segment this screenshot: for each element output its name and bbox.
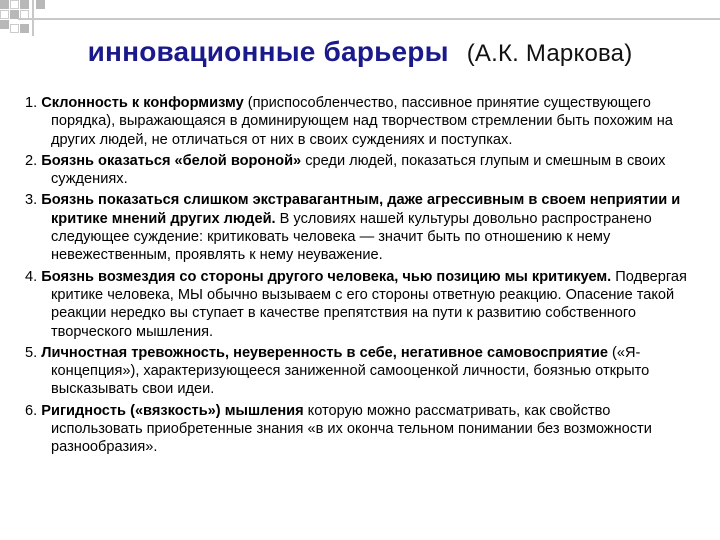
list-item (25, 344, 703, 399)
item-text: Подвергая критике человека, МЫ обычно вызываем с его стороны ответную реакцию. Опасение такой реакции нередко вы ступает в качестве препятствия на пути к развитию собственного творческого мышления. (51, 268, 687, 340)
list-item (25, 152, 703, 189)
barrier-list (25, 94, 703, 460)
item-text: В условиях нашей культуры довольно распространено следующее суждение: критиковать человека — значит быть по отношению к нему невежественным, проявлять к нему неуважение. (51, 210, 652, 264)
item-heading: Боязнь оказаться «белой вороной» (41, 152, 302, 169)
item-text: которую можно рассматривать, как свойство использовать приобретенные знания «в их оконча тельном понимании без возможности разнообразия». (51, 402, 652, 456)
item-number: 4. (25, 268, 38, 285)
item-text: среди людей, показаться глупым и смешным в своих суждениях. (51, 152, 666, 188)
list-item (25, 94, 703, 149)
header-rule (18, 18, 720, 20)
item-number: 1. (25, 95, 38, 111)
item-heading: Личностная тревожность, неуверенность в себе, негативное самовосприятие (41, 344, 608, 361)
item-number: 6. (25, 402, 38, 419)
list-item (25, 191, 703, 264)
slide-title (0, 36, 720, 68)
item-number: 3. (25, 192, 38, 209)
item-text: («Я-концепция»), характеризующееся заниженной самооценкой личности, боязнью открыто высказывать свои идеи. (51, 344, 650, 398)
title-author: (А.К. Маркова) (466, 40, 633, 67)
item-number: 5. (25, 344, 38, 361)
item-heading: Боязнь возмездия со стороны другого человека, чью позицию мы критикуем. (41, 268, 612, 285)
item-heading: Боязнь показаться слишком экстравагантным, даже агрессивным в своем неприятии и критике мнений других людей. (41, 192, 681, 227)
item-heading: Ригидность («вязкость») мышления (41, 402, 304, 419)
item-number: 2. (25, 152, 38, 169)
corner-decoration (0, 0, 70, 40)
item-heading: Склонность к конформизму (41, 95, 244, 111)
list-item (25, 402, 703, 457)
title-main: инновационные барьеры (87, 36, 449, 67)
header-vertical-rule (32, 0, 34, 36)
list-item (25, 268, 703, 341)
item-text: (приспособленчество, пассивное принятие существующего порядка), выражающаяся в доминирующем над творчеством стремлении быть похожим на других людей, не отличаться от них в своих суждениях и поступках. (51, 95, 673, 148)
